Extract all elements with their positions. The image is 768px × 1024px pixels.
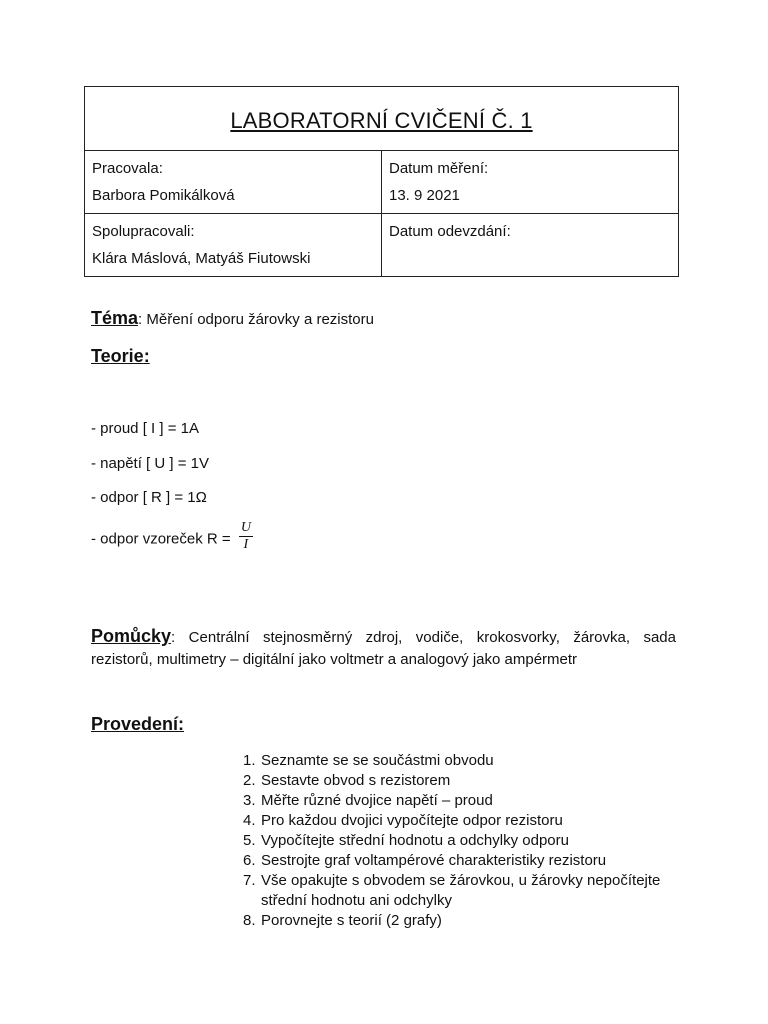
- worked-cell: [85, 151, 382, 213]
- tools-heading: Pomůcky: [91, 626, 172, 646]
- date-measured-label: Datum měření:: [389, 160, 489, 177]
- procedure-heading-line: [91, 714, 184, 735]
- title-row: [85, 87, 678, 151]
- date-submitted-label: Datum odevzdání:: [389, 223, 511, 240]
- list-item: 8. Porovnejte s teorií (2 grafy): [243, 912, 442, 929]
- formula-label: - odpor vzoreček R =: [91, 530, 231, 548]
- coworkers-cell: [85, 214, 382, 276]
- document-title: LABORATORNÍ CVIČENÍ Č. 1: [230, 107, 533, 133]
- formula-fraction: [239, 520, 253, 553]
- formula-denominator: I: [243, 537, 249, 552]
- list-item: 6. Sestrojte graf voltampérové charakteristiky rezistoru: [243, 852, 607, 869]
- worked-label: Pracovala:: [92, 160, 163, 177]
- topic-line: [91, 308, 374, 329]
- theory-item-resistance: - odpor [ R ] = 1Ω: [91, 489, 207, 506]
- info-row-1: [85, 151, 678, 214]
- list-item: 1. Seznamte se se součástmi obvodu: [243, 752, 494, 769]
- list-item: 2. Sestavte obvod s rezistorem: [243, 772, 451, 789]
- list-item: 7. Vše opakujte s obvodem se žárovkou, u žárovky nepočítejte střední hodnotu ani odchylky: [243, 872, 661, 909]
- date-submitted-cell: [382, 214, 678, 276]
- info-row-2: [85, 214, 678, 276]
- coworkers-label: Spolupracovali:: [92, 223, 195, 240]
- worked-value: Barbora Pomikálková: [92, 187, 235, 204]
- theory-item-formula: [91, 520, 253, 556]
- theory-heading-colon: :: [143, 346, 150, 366]
- tools-paragraph: [91, 625, 676, 671]
- date-measured-value: 13. 9 2021: [389, 187, 460, 204]
- theory-heading-line: [91, 346, 150, 367]
- list-item: 4. Pro každou dvojici vypočítejte odpor rezistoru: [243, 812, 563, 829]
- coworkers-value: Klára Máslová, Matyáš Fiutowski: [92, 250, 311, 267]
- list-item: 5. Vypočítejte střední hodnotu a odchylky odporu: [243, 832, 569, 849]
- formula-numerator: U: [240, 520, 251, 535]
- date-measured-cell: [382, 151, 678, 213]
- procedure-heading: Provedení:: [91, 714, 185, 734]
- topic-heading: Téma: [91, 308, 139, 328]
- theory-heading: Teorie: [91, 346, 144, 366]
- procedure-steps: [243, 751, 693, 931]
- header-table: [84, 86, 679, 277]
- theory-item-current: - proud [ I ] = 1A: [91, 420, 199, 437]
- tools-text: : Centrální stejnosměrný zdroj, vodiče, krokosvorky, žárovka, sada rezistorů, multimetry – digitální jako voltmetr a analogový jako ampérmetr: [91, 629, 676, 668]
- theory-item-voltage: - napětí [ U ] = 1V: [91, 455, 209, 472]
- list-item: 3. Měřte různé dvojice napětí – proud: [243, 792, 493, 809]
- topic-text: : Měření odporu žárovky a rezistoru: [138, 311, 374, 328]
